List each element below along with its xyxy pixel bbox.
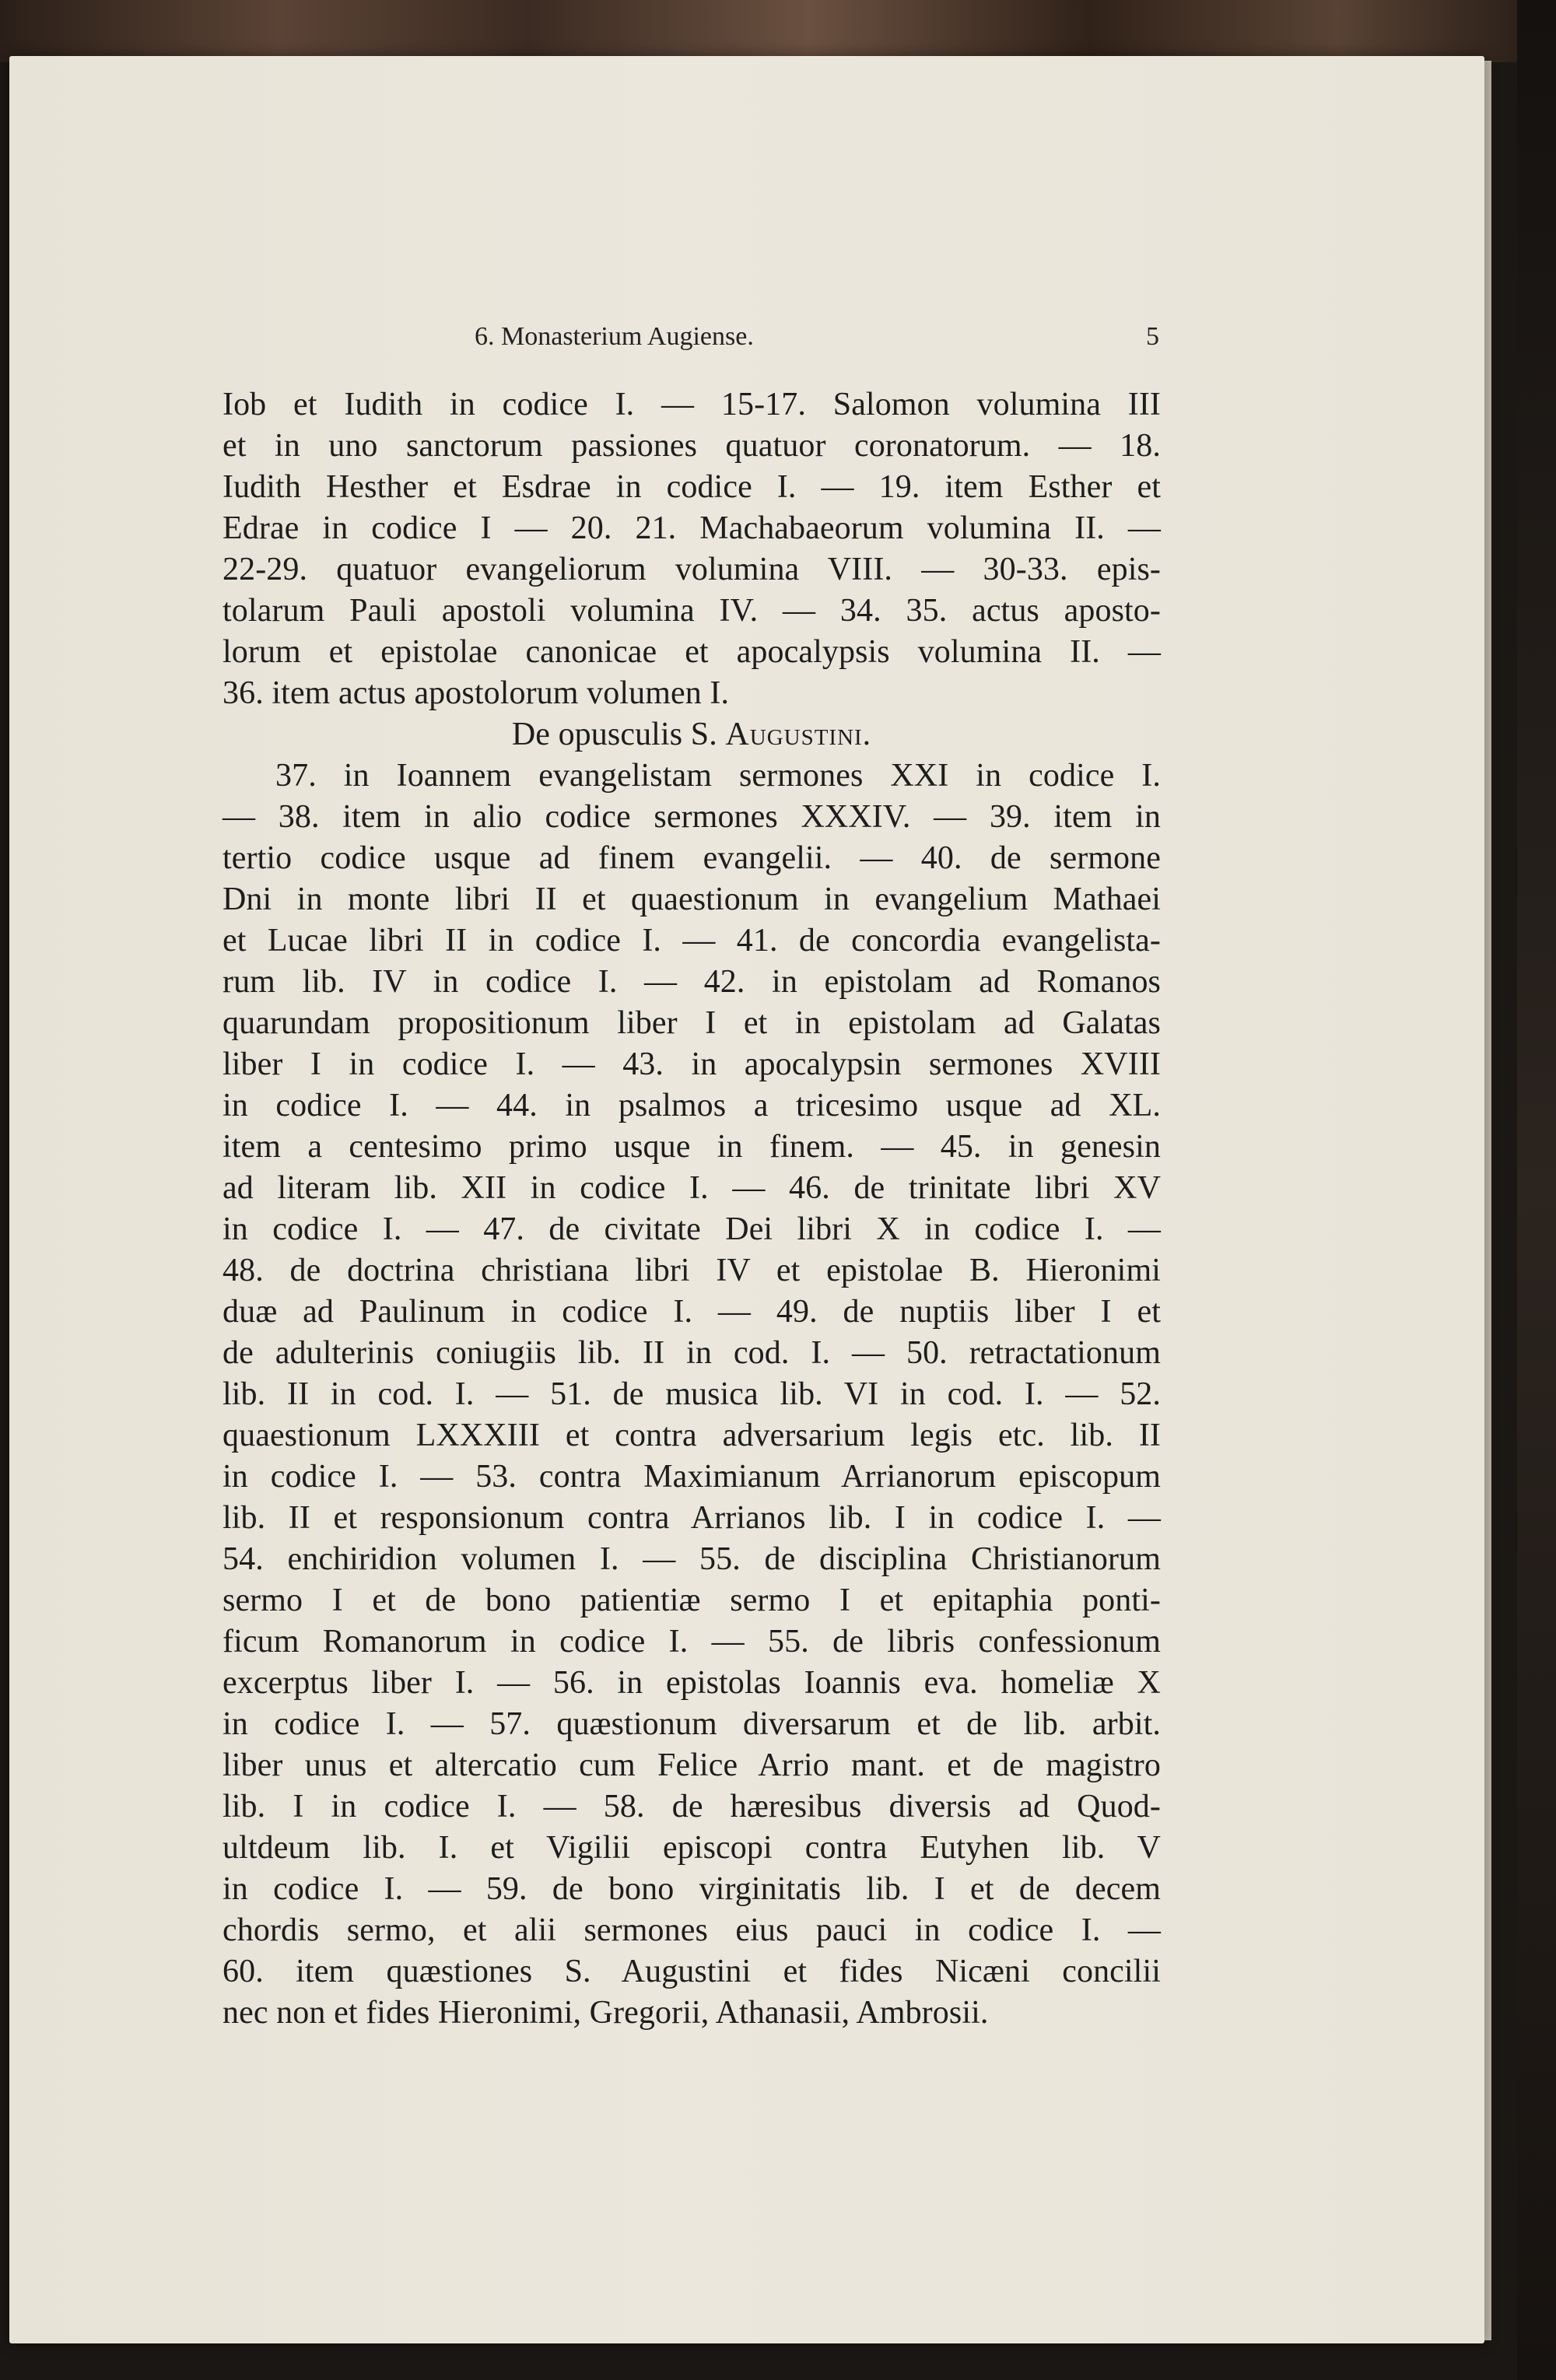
text-line-34: lib. I in codice I. — 58. de hæresibus diversis ad Quod- [223, 1789, 1161, 1824]
text-line-12: Dni in monte libri II et quaestionum in evangelium Mathaei [223, 882, 1161, 917]
text-line-5: 22-29. quatuor evangeliorum volumina VIII. — 30-33. epis- [223, 552, 1161, 587]
text-line-21: 48. de doctrina christiana libri IV et epistolae B. Hieronimi [223, 1253, 1161, 1288]
text-line-15: quarundam propositionum liber I et in epistolam ad Galatas [223, 1005, 1161, 1041]
text-line-14: rum lib. IV in codice I. — 42. in epistolam ad Romanos [223, 964, 1161, 1000]
text-line-30: ficum Romanorum in codice I. — 55. de libris confessionum [223, 1624, 1161, 1660]
text-line-13: et Lucae libri II in codice I. — 41. de concordia evangelista- [223, 923, 1161, 959]
text-line-39: nec non et fides Hieronimi, Gregorii, Athanasii, Ambrosii. [223, 1995, 989, 2031]
running-head [475, 319, 1159, 355]
text-line-1: Iob et Iudith in codice I. — 15-17. Salomon volumina III [223, 387, 1161, 422]
text-line-8: 36. item actus apostolorum volumen I. [223, 675, 730, 711]
text-line-9: 37. in Ioannem evangelistam sermones XXI in codice I. [275, 758, 1161, 794]
text-line-10: — 38. item in alio codice sermones XXXIV. — 39. item in [223, 799, 1161, 835]
section-heading-label: De opusculis S. [511, 717, 717, 752]
text-line-7: lorum et epistolae canonicae et apocalypsis volumina II. — [223, 634, 1161, 670]
text-line-26: in codice I. — 53. contra Maximianum Arrianorum episcopum [223, 1459, 1161, 1495]
text-line-4: Edrae in codice I — 20. 21. Machabaeorum volumina II. — [223, 510, 1161, 546]
text-line-37: chordis sermo, et alii sermones eius pauci in codice I. — [223, 1912, 1161, 1948]
text-line-31: excerptus liber I. — 56. in epistolas Ioannis eva. homeliæ X [223, 1665, 1161, 1701]
book-binding-top [0, 0, 1556, 62]
section-heading [223, 714, 1161, 755]
text-line-19: ad literam lib. XII in codice I. — 46. de trinitate libri XV [223, 1170, 1161, 1206]
text-line-24: lib. II in cod. I. — 51. de musica lib. VI in cod. I. — 52. [223, 1376, 1161, 1412]
text-line-33: liber unus et altercatio cum Felice Arrio mant. et de magistro [223, 1747, 1161, 1783]
book-binding-right [1517, 0, 1556, 2380]
section-heading-author: Augustini. [725, 717, 872, 752]
text-line-27: lib. II et responsionum contra Arrianos lib. I in codice I. — [223, 1500, 1161, 1536]
running-title: 6. Monasterium Augiense. [475, 322, 754, 351]
text-line-28: 54. enchiridion volumen I. — 55. de disciplina Christianorum [223, 1541, 1161, 1577]
page-number: 5 [1146, 322, 1159, 351]
text-line-11: tertio codice usque ad finem evangelii. — 40. de sermone [223, 840, 1161, 876]
text-line-32: in codice I. — 57. quæstionum diversarum et de lib. arbit. [223, 1706, 1161, 1742]
text-line-17: in codice I. — 44. in psalmos a tricesimo usque ad XL. [223, 1088, 1161, 1123]
text-line-2: et in uno sanctorum passiones quatuor coronatorum. — 18. [223, 428, 1161, 464]
text-line-35: ultdeum lib. I. et Vigilii episcopi contra Eutyhen lib. V [223, 1830, 1161, 1866]
text-line-29: sermo I et de bono patientiæ sermo I et epitaphia ponti- [223, 1583, 1161, 1618]
text-line-22: duæ ad Paulinum in codice I. — 49. de nuptiis liber I et [223, 1294, 1161, 1330]
text-line-16: liber I in codice I. — 43. in apocalypsin sermones XVIII [223, 1046, 1161, 1082]
text-line-36: in codice I. — 59. de bono virginitatis lib. I et de decem [223, 1871, 1161, 1907]
text-line-3: Iudith Hesther et Esdrae in codice I. — 19. item Esther et [223, 469, 1161, 505]
text-line-6: tolarum Pauli apostoli volumina IV. — 34. 35. actus aposto- [223, 593, 1161, 629]
text-line-25: quaestionum LXXXIII et contra adversarium legis etc. lib. II [223, 1418, 1161, 1453]
text-line-20: in codice I. — 47. de civitate Dei libri X in codice I. — [223, 1211, 1161, 1247]
text-line-38: 60. item quæstiones S. Augustini et fides Nicæni concilii [223, 1954, 1161, 1989]
text-line-18: item a centesimo primo usque in finem. — 45. in genesin [223, 1129, 1161, 1165]
body-text [223, 384, 1161, 2034]
text-line-23: de adulterinis coniugiis lib. II in cod. I. — 50. retractationum [223, 1335, 1161, 1371]
